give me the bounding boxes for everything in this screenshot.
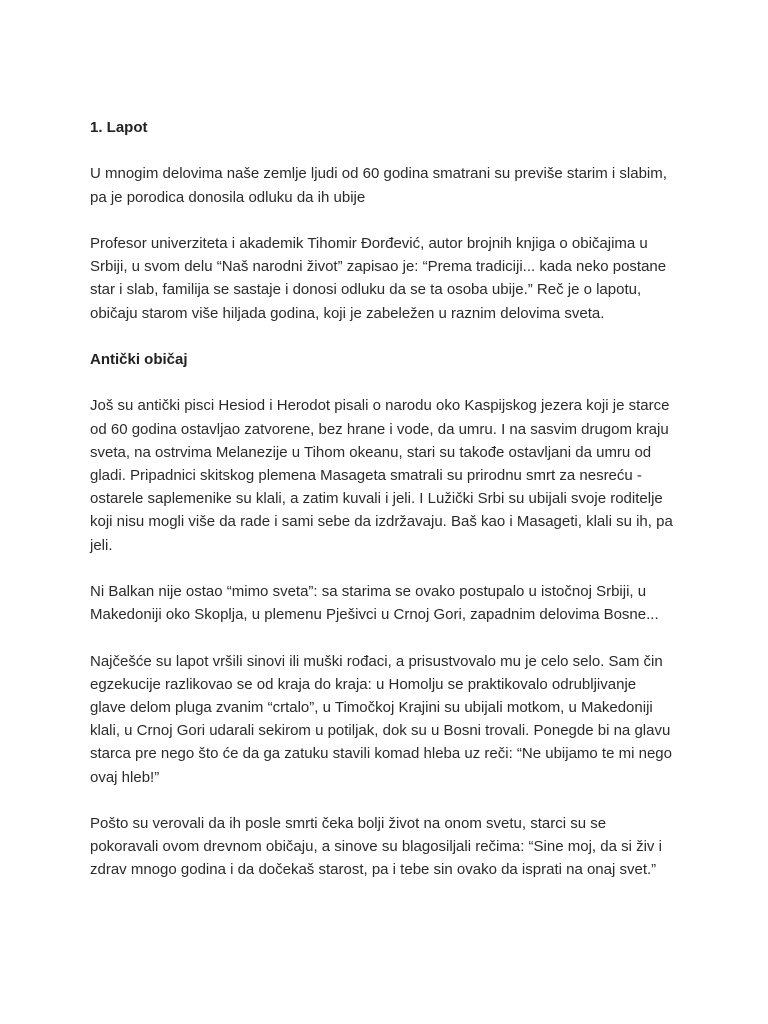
paragraph-line: Pošto su verovali da ih posle smrti čeka bolji život na onom svetu, starci su se	[90, 814, 607, 832]
paragraph-line: koji nisu mogli više da rade i sami sebe da izdržavaju. Baš kao i Masageti, klali su ih, pa	[90, 513, 673, 531]
paragraph-line: sveta, na ostrvima Melanezije u Tihom okeanu, stari su takođe ostavljani da umru od	[90, 443, 652, 461]
paragraph	[90, 650, 682, 789]
paragraph-line: Još su antički pisci Hesiod i Herodot pisali o narodu oko Kaspijskog jezera koji je starce	[90, 397, 670, 415]
paragraph-line: star i slab, familija se sastaje i donosi odluku da se ta osoba ubije.” Reč je o lapotu,	[90, 281, 642, 299]
paragraph-line: egzekucije razlikovao se od kraja do kraja: u Homolju se praktikovalo odrubljivanje	[90, 675, 637, 693]
paragraph-line: glave delom pluga zvanim “crtalo”, u Timočkoj Krajini su ubijali motkom, u Makedoniji	[90, 698, 653, 716]
document-body	[90, 162, 682, 881]
document-title: 1. Lapot	[90, 119, 148, 136]
section-heading: Antički običaj	[90, 350, 188, 368]
paragraph-line: ostarele saplemenike su klali, a zatim kuvali i jeli. I Lužički Srbi su ubijali svoje roditelje	[90, 490, 663, 508]
paragraph-line: običaju starom više hiljada godina, koji je zabeležen u raznim delovima sveta.	[90, 304, 605, 322]
paragraph-line: Profesor univerziteta i akademik Tihomir Đorđević, autor brojnih knjiga o običajima u	[90, 234, 648, 252]
paragraph-line: Srbiji, u svom delu “Naš narodni život” zapisao je: “Prema tradiciji... kada neko postane	[90, 258, 667, 276]
paragraph-line: Makedoniji oko Skoplja, u plemenu Pješivci u Crnoj Gori, zapadnim delovima Bosne...	[90, 606, 659, 624]
paragraph-line: jeli.	[90, 536, 113, 554]
paragraph-line: od 60 godina ostavljao zatvorene, bez hrane i vode, da umru. I na sasvim drugom kraju	[90, 420, 669, 438]
paragraph-line: gladi. Pripadnici skitskog plemena Masageta smatrali su prirodnu smrt za nesreću -	[90, 466, 642, 484]
paragraph	[90, 812, 682, 882]
paragraph-line: ovaj hleb!”	[90, 768, 160, 786]
paragraph-line: Najčešće su lapot vršili sinovi ili muški rođaci, a prisustvovalo mu je celo selo. Sam čin	[90, 652, 663, 670]
paragraph-line: zdrav mnogo godina i da dočekaš starost, pa i tebe sin ovako da isprati na onaj svet.”	[90, 861, 657, 879]
paragraph-line: pokoravali ovom drevnom običaju, a sinove su blagosiljali rečima: “Sine moj, da si živ i	[90, 838, 662, 856]
paragraph	[90, 162, 682, 208]
paragraph-line: starca pre nego što će da ga zatuku stavili komad hleba uz reči: “Ne ubijamo te mi nego	[90, 745, 672, 763]
paragraph-line: U mnogim delovima naše zemlje ljudi od 60 godina smatrani su previše starim i slabim,	[90, 165, 667, 183]
paragraph-line: klali, u Crnoj Gori udarali sekirom u potiljak, dok su u Bosni trovali. Ponegde bi na glavu	[90, 722, 671, 740]
document-page	[90, 116, 682, 905]
paragraph	[90, 580, 682, 626]
paragraph	[90, 232, 682, 325]
paragraph	[90, 394, 682, 556]
paragraph-line: Ni Balkan nije ostao “mimo sveta”: sa starima se ovako postupalo u istočnoj Srbiji, u	[90, 582, 647, 600]
paragraph-line: pa je porodica donosila odluku da ih ubije	[90, 188, 366, 206]
